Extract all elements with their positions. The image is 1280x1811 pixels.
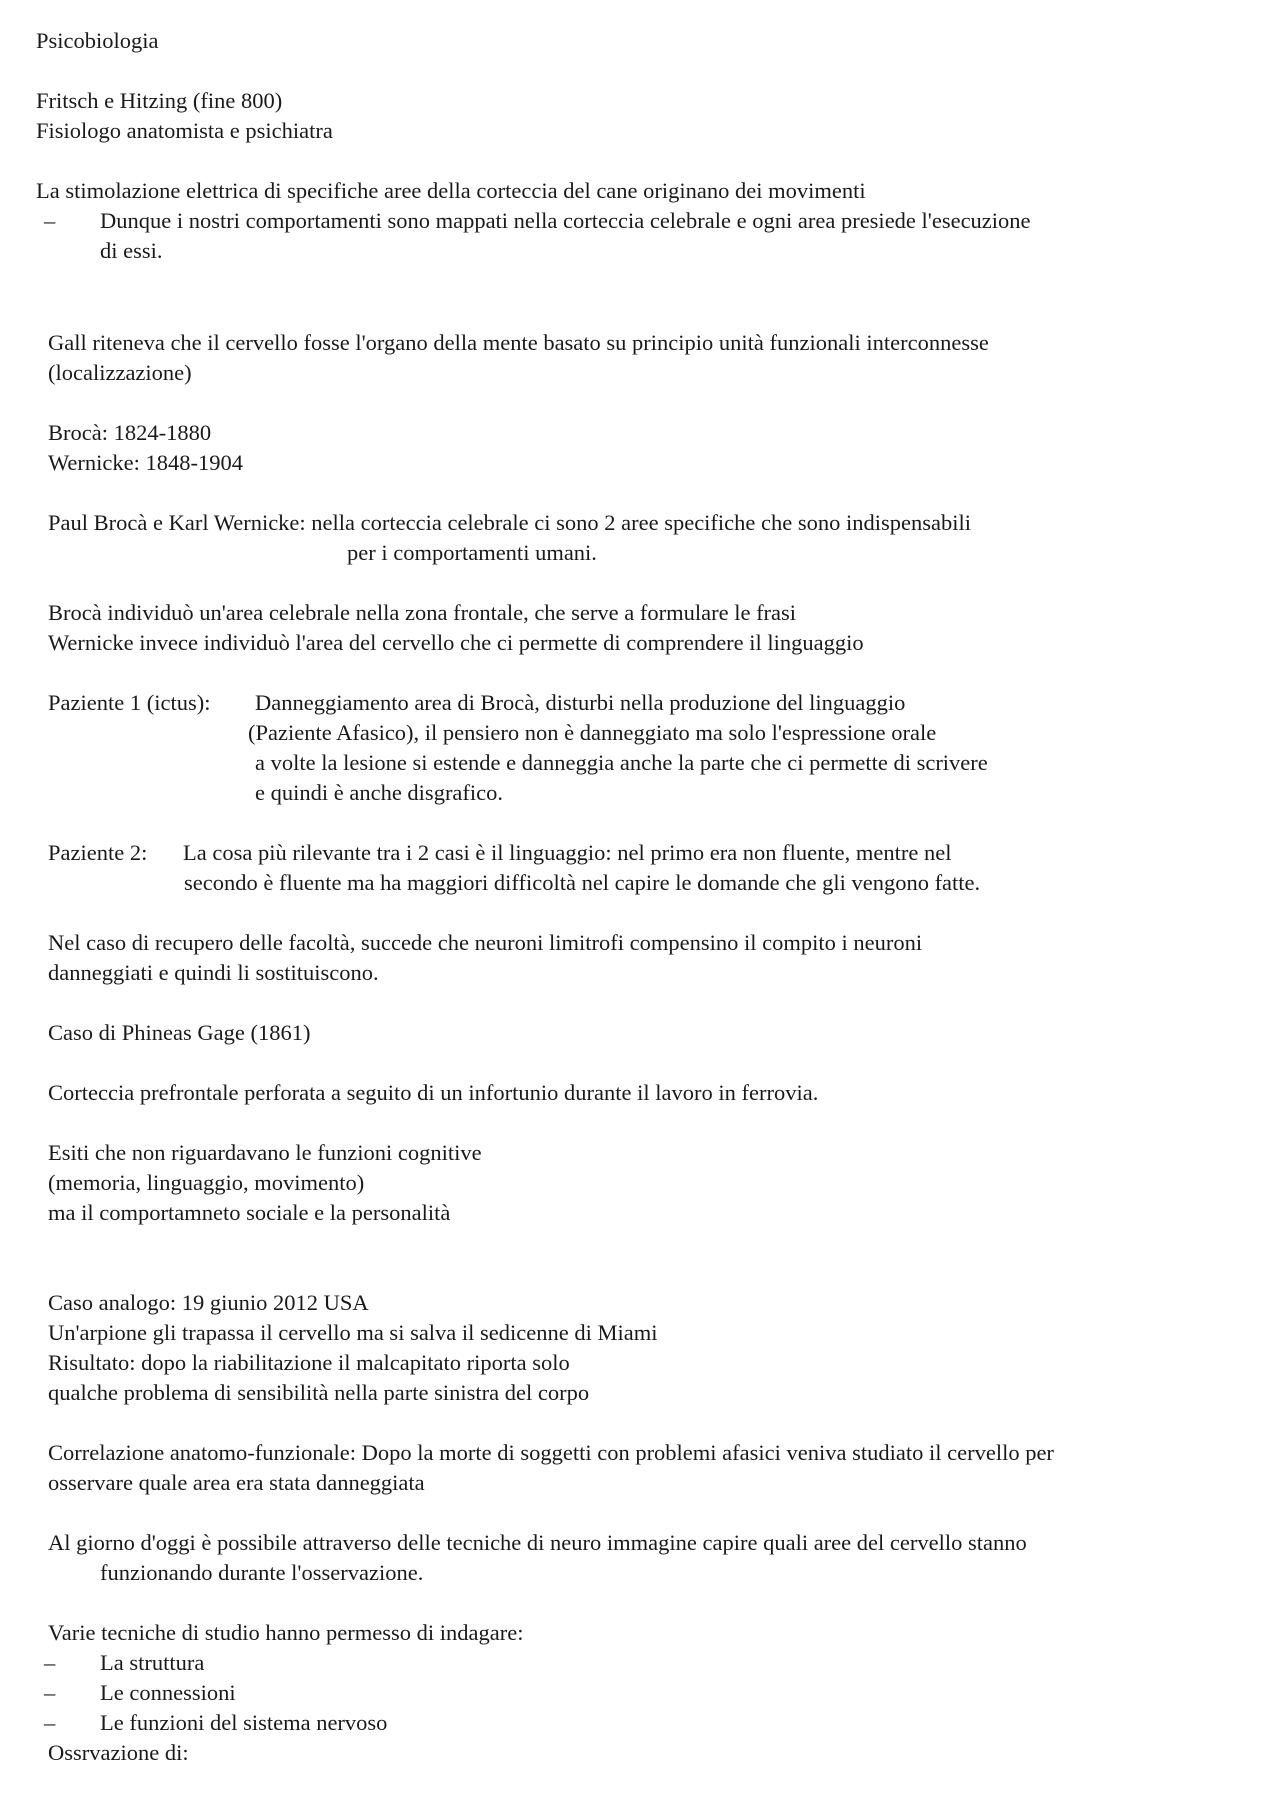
- gage-corteccia: Corteccia prefrontale perforata a seguito di un infortunio durante il lavoro in ferrovia.: [48, 1080, 819, 1105]
- paziente-2-line-2: secondo è fluente ma ha maggiori difficoltà nel capire le domande che gli vengono fatte.: [184, 870, 981, 895]
- paziente-1-line-1: Danneggiamento area di Brocà, disturbi nella produzione del linguaggio: [255, 690, 906, 715]
- gage-esiti-line-3: ma il comportamneto sociale e la personalità: [48, 1200, 451, 1225]
- tecniche-item-funzioni: Le funzioni del sistema nervoso: [100, 1710, 388, 1735]
- stimolazione-bullet-line-2: di essi.: [100, 238, 163, 263]
- gage-esiti-line-1: Esiti che non riguardavano le funzioni cognitive: [48, 1140, 482, 1165]
- gage-title: Caso di Phineas Gage (1861): [48, 1020, 311, 1045]
- bullet-dash: –: [44, 1680, 56, 1705]
- broca-dates: Brocà: 1824-1880: [48, 420, 212, 445]
- tecniche-intro: Varie tecniche di studio hanno permesso di indagare:: [48, 1620, 524, 1645]
- gall-line-1: Gall riteneva che il cervello fosse l'organo della mente basato su principio unità funzionali interconnesse: [48, 330, 989, 355]
- correlazione-line-2: osservare quale area era stata danneggiata: [48, 1470, 425, 1495]
- oggi-line-2: funzionando durante l'osservazione.: [100, 1560, 424, 1585]
- analogo-line-2: Un'arpione gli trapassa il cervello ma si salva il sedicenne di Miami: [48, 1320, 658, 1345]
- paziente-1-line-2: (Paziente Afasico), il pensiero non è danneggiato ma solo l'espressione orale: [248, 720, 937, 745]
- wernicke-area: Wernicke invece individuò l'area del cervello che ci permette di comprendere il linguaggio: [48, 630, 864, 655]
- stimolazione-bullet-line-1: Dunque i nostri comportamenti sono mappati nella corteccia celebrale e ogni area presiede l'esecuzione: [100, 208, 1031, 233]
- paul-karl-line-2: per i comportamenti umani.: [347, 540, 597, 565]
- analogo-line-4: qualche problema di sensibilità nella parte sinistra del corpo: [48, 1380, 590, 1405]
- recupero-line-2: danneggiati e quindi li sostituiscono.: [48, 960, 379, 985]
- correlazione-line-1: Correlazione anatomo-funzionale: Dopo la morte di soggetti con problemi afasici veniva studiato il cervello per: [48, 1440, 1054, 1465]
- analogo-line-1: Caso analogo: 19 giunio 2012 USA: [48, 1290, 369, 1315]
- stimolazione-paragraph: La stimolazione elettrica di specifiche aree della corteccia del cane originano dei movimenti: [36, 178, 866, 203]
- oggi-line-1: Al giorno d'oggi è possibile attraverso delle tecniche di neuro immagine capire quali aree del cervello stanno: [48, 1530, 1027, 1555]
- paul-karl-line-1: Paul Brocà e Karl Wernicke: nella corteccia celebrale ci sono 2 aree specifiche che sono indispensabili: [48, 510, 971, 535]
- bullet-dash: –: [44, 1710, 56, 1735]
- tecniche-item-struttura: La struttura: [100, 1650, 205, 1675]
- analogo-line-3: Risultato: dopo la riabilitazione il malcapitato riporta solo: [48, 1350, 570, 1375]
- gage-esiti-line-2: (memoria, linguaggio, movimento): [48, 1170, 365, 1195]
- wernicke-dates: Wernicke: 1848-1904: [48, 450, 244, 475]
- bullet-dash: –: [44, 1650, 56, 1675]
- recupero-line-1: Nel caso di recupero delle facoltà, succede che neuroni limitrofi compensino il compito i neuroni: [48, 930, 923, 955]
- intro-line-1: Fritsch e Hitzing (fine 800): [36, 88, 283, 113]
- tecniche-item-connessioni: Le connessioni: [100, 1680, 236, 1705]
- bullet-dash: –: [44, 208, 56, 233]
- paziente-1-line-3: a volte la lesione si estende e danneggia anche la parte che ci permette di scrivere: [255, 750, 988, 775]
- gall-line-2: (localizzazione): [48, 360, 192, 385]
- document-title: Psicobiologia: [36, 28, 159, 53]
- paziente-1-line-4: e quindi è anche disgrafico.: [255, 780, 504, 805]
- paziente-1-label: Paziente 1 (ictus):: [48, 690, 211, 715]
- paziente-2-line-1: La cosa più rilevante tra i 2 casi è il linguaggio: nel primo era non fluente, mentre nel: [183, 840, 952, 865]
- paziente-2-label: Paziente 2:: [48, 840, 148, 865]
- tecniche-closing: Ossrvazione di:: [48, 1740, 189, 1765]
- intro-line-2: Fisiologo anatomista e psichiatra: [36, 118, 333, 143]
- broca-area: Brocà individuò un'area celebrale nella zona frontale, che serve a formulare le frasi: [48, 600, 797, 625]
